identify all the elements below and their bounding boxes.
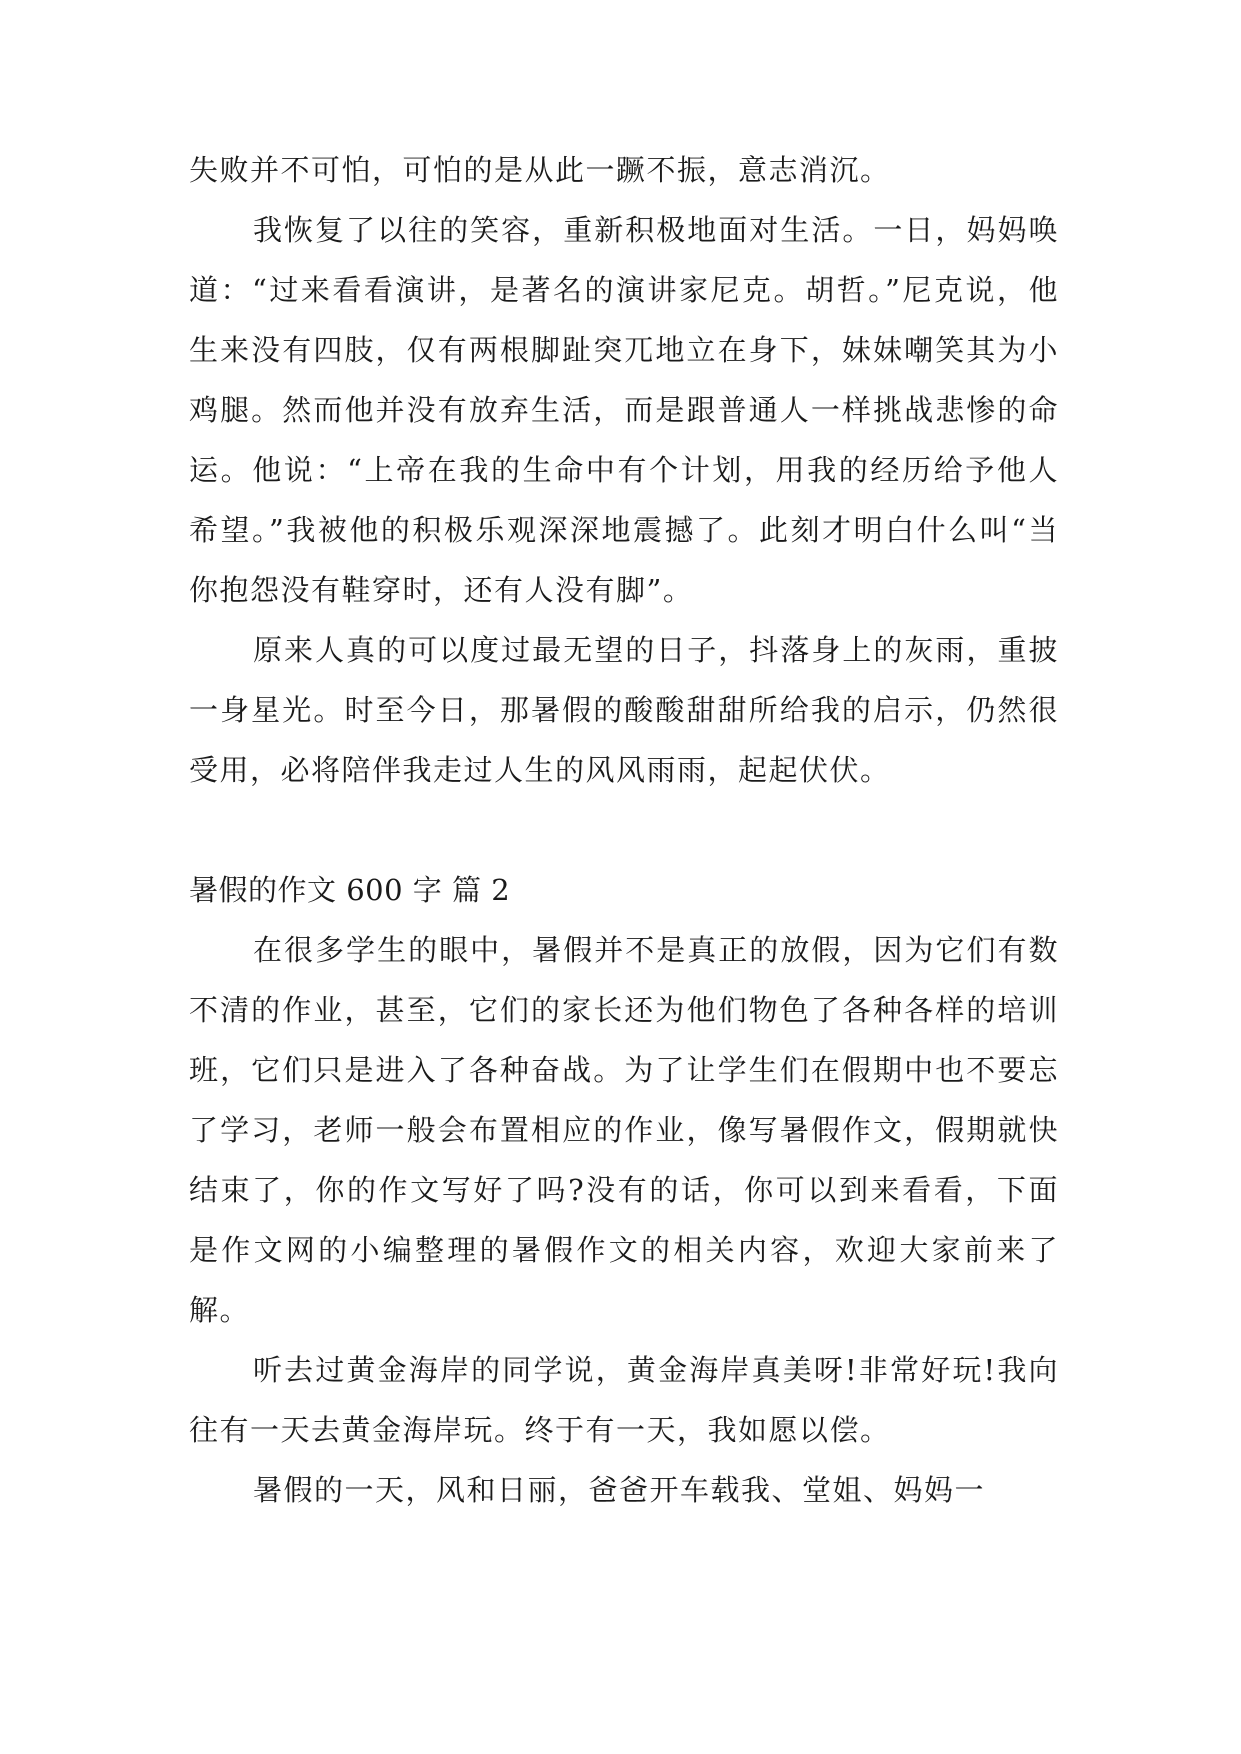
paragraph-gold-coast: 听去过黄金海岸的同学说，黄金海岸真美呀!非常好玩!我向往有一天去黄金海岸玩。终于有一天，我如愿以偿。 — [189, 1353, 1059, 1447]
document-body — [189, 140, 1059, 1520]
section-gap — [189, 800, 1059, 860]
paragraph-nick-vujicic: 我恢复了以往的笑容，重新积极地面对生活。一日，妈妈唤道：“过来看看演讲，是著名的演讲家尼克。胡哲。”尼克说，他生来没有四肢，仅有两根脚趾突兀地立在身下，妹妹嘲笑其为小鸡腿。然而他并没有放弃生活，而是跟普通人一样挑战悲惨的命运。他说：“上帝在我的生命中有个计划，用我的经历给予他人希望。”我被他的积极乐观深深地震撼了。此刻才明白什么叫“当你抱怨没有鞋穿时，还有人没有脚”。 — [189, 213, 1059, 607]
paragraph-intro: 在很多学生的眼中，暑假并不是真正的放假，因为它们有数不清的作业，甚至，它们的家长还为他们物色了各种各样的培训班，它们只是进入了各种奋战。为了让学生们在假期中也不要忘了学习，老师一般会布置相应的作业，像写暑假作文，假期就快结束了，你的作文写好了吗?没有的话，你可以到来看看，下面是作文网的小编整理的暑假作文的相关内容，欢迎大家前来了解。 — [189, 933, 1059, 1327]
paragraph-conclusion: 原来人真的可以度过最无望的日子，抖落身上的灰雨，重披一身星光。时至今日，那暑假的酸酸甜甜所给我的启示，仍然很受用，必将陪伴我走过人生的风风雨雨，起起伏伏。 — [189, 633, 1059, 787]
paragraph-continuation: 失败并不可怕，可怕的是从此一蹶不振，意志消沉。 — [189, 153, 891, 187]
paragraph-trip: 暑假的一天，风和日丽，爸爸开车载我、堂姐、妈妈一 — [253, 1473, 986, 1507]
section-heading: 暑假的作文 600 字 篇 2 — [189, 873, 511, 907]
